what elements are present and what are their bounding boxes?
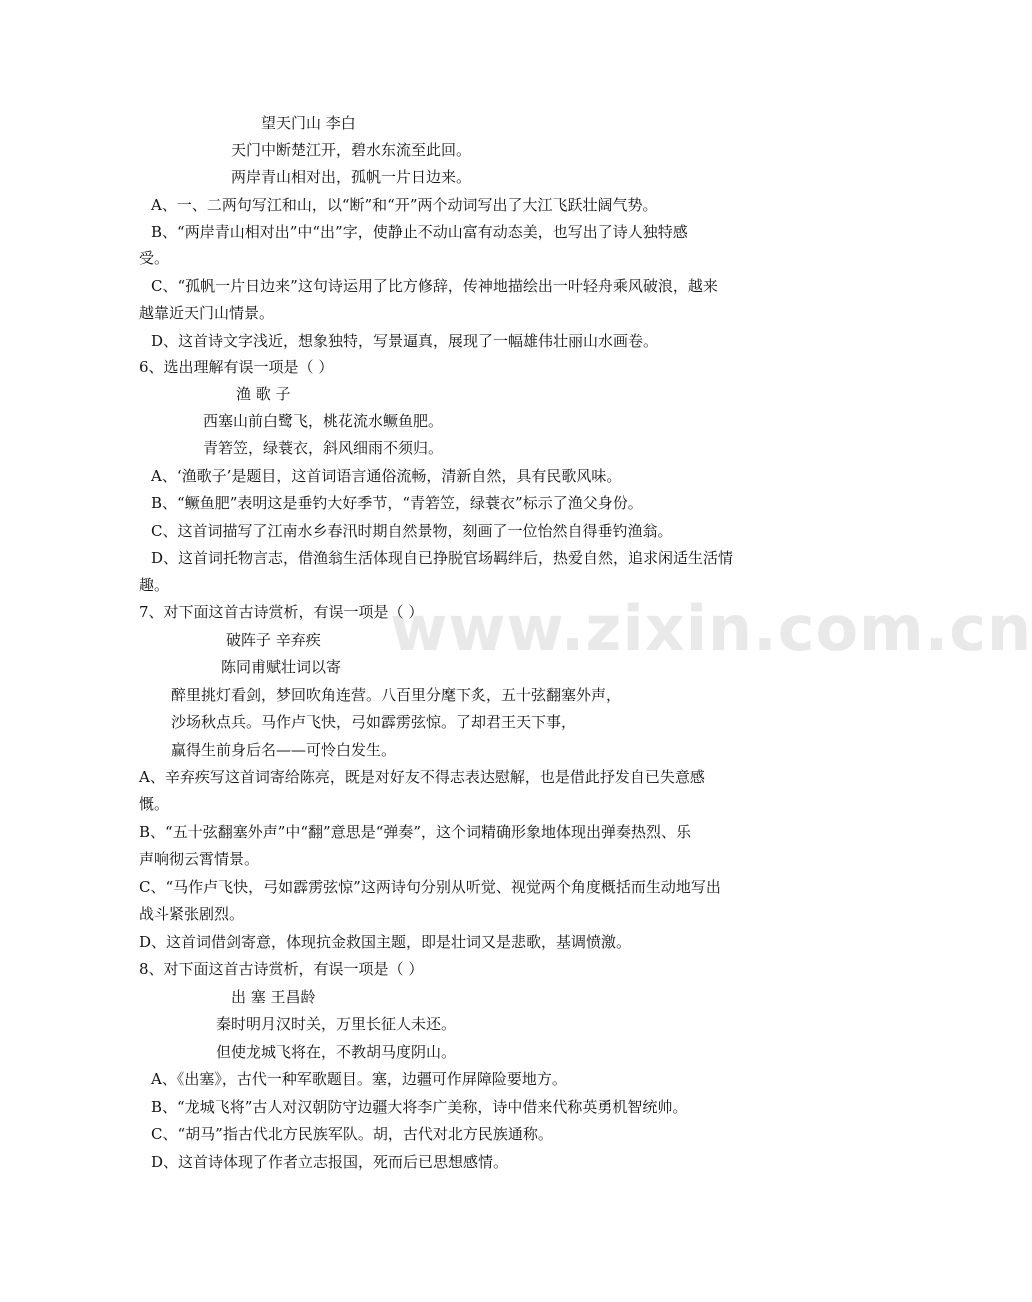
option-c-cont: 战斗紧张剧烈。: [139, 905, 245, 923]
option-c: C、“马作卢飞快，弓如霹雳弦惊”这两诗句分别从听觉、视觉两个角度概括而生动地写出: [139, 878, 721, 896]
option-c-cont: 越靠近天门山情景。: [139, 304, 275, 322]
poem-line: 沙场秋点兵。马作卢飞快，弓如霹雳弦惊。了却君王天下事，: [171, 713, 577, 731]
option-a: A、辛弃疾写这首词寄给陈亮，既是对好友不得志表达慰解，也是借此抒发自已失意感: [139, 768, 705, 786]
option-d: D、这首词借剑寄意，体现抗金救国主题，即是壮词又是悲歌，基调愤激。: [139, 933, 632, 951]
option-b: B、“两岸青山相对出”中“出”字，使静止不动山富有动态美，也写出了诗人独特感: [151, 223, 688, 241]
poem-title: 望天门山 李白: [261, 114, 356, 132]
poem-subtitle: 陈同甫赋壮词以寄: [221, 658, 342, 676]
poem-line: 醉里挑灯看剑，梦回吹角连营。八百里分麾下炙，五十弦翻塞外声，: [171, 686, 622, 704]
option-d: D、这首诗体现了作者立志报国，死而后已思想感情。: [151, 1153, 509, 1171]
poem-title: 破阵子 辛弃疾: [226, 631, 321, 649]
question-stem: 6、选出理解有误一项是（ ）: [139, 358, 334, 376]
option-a: A、一、二两句写江和山，以“断”和“开”两个动词写出了大江飞跃壮阔气势。: [151, 196, 658, 214]
poem-line: 天门中断楚江开，碧水东流至此回。: [231, 141, 472, 159]
option-a: A、‘渔歌子’是题目，这首词语言通俗流畅，清新自然，具有民歌风味。: [151, 467, 622, 485]
option-a-cont: 慨。: [139, 795, 170, 813]
option-c: C、“孤帆一片日边来”这句诗运用了比方修辞，传神地描绘出一叶轻舟乘风破浪，越来: [151, 277, 718, 295]
option-d-cont: 趣。: [139, 576, 170, 594]
poem-line: 秦时明月汉时关，万里长征人未还。: [216, 1015, 457, 1033]
poem-title: 渔 歌 子: [236, 385, 291, 403]
option-b: B、“五十弦翻塞外声”中“翻”意思是“弹奏”，这个词精确形象地体现出弹奏热烈、乐: [139, 823, 692, 841]
poem-line: 西塞山前白鹭飞，桃花流水鳜鱼肥。: [203, 412, 444, 430]
poem-line: 赢得生前身后名——可怜白发生。: [171, 741, 397, 759]
question-stem: 8、对下面这首古诗赏析，有误一项是（ ）: [139, 960, 424, 978]
poem-title: 出 塞 王昌龄: [231, 988, 316, 1006]
option-b-cont: 受。: [139, 249, 170, 267]
option-b: B、“鳜鱼肥”表明这是垂钓大好季节，“青箬笠，绿蓑衣”标示了渔父身份。: [151, 494, 643, 512]
poem-line: 两岸青山相对出，孤帆一片日边来。: [231, 168, 472, 186]
watermark: www.zixin.com.cn: [390, 592, 1032, 665]
poem-line: 但使龙城飞将在，不教胡马度阴山。: [216, 1043, 457, 1061]
question-stem: 7、对下面这首古诗赏析，有误一项是（ ）: [139, 603, 424, 621]
option-c: C、“胡马”指古代北方民族军队。胡，古代对北方民族通称。: [151, 1125, 553, 1143]
option-c: C、这首词描写了江南水乡春汛时期自然景物，刻画了一位怡然自得垂钓渔翁。: [151, 522, 673, 540]
option-b: B、“龙城飞将”古人对汉朝防守边疆大将李广美称，诗中借来代称英勇机智统帅。: [151, 1098, 688, 1116]
option-d: D、这首词托物言志，借渔翁生活体现自已挣脱官场羁绊后，热爱自然，追求闲适生活情: [151, 549, 734, 567]
option-d: D、这首诗文字浅近，想象独特，写景逼真，展现了一幅雄伟壮丽山水画卷。: [151, 332, 659, 350]
poem-line: 青箬笠，绿蓑衣，斜风细雨不须归。: [203, 439, 444, 457]
option-a: A、《出塞》，古代一种军歌题目。塞，边疆可作屏障险要地方。: [151, 1070, 567, 1088]
option-b-cont: 声响彻云霄情景。: [139, 850, 260, 868]
